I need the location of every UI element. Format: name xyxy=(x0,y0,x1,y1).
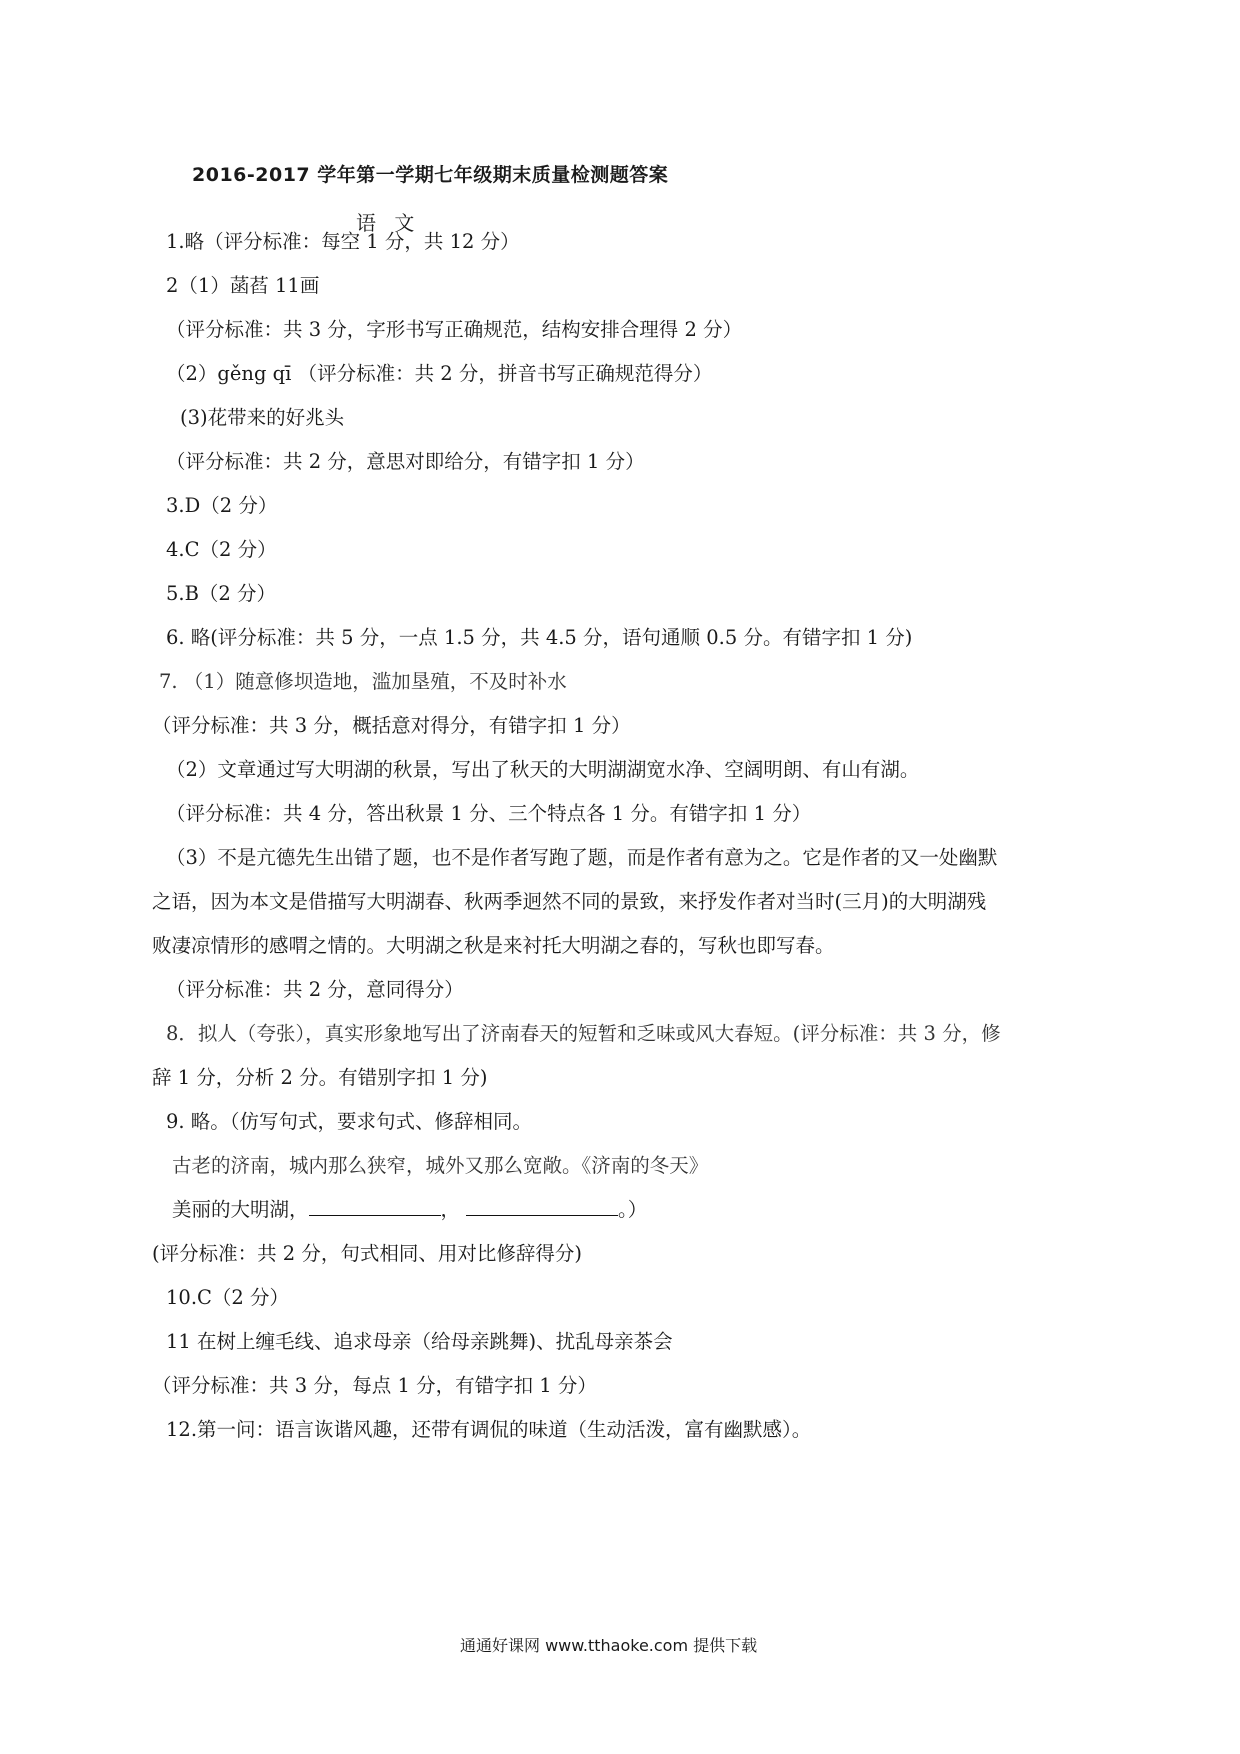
fill-in-blank-2 xyxy=(466,1197,618,1216)
answer-line-12: （评分标准：共 3 分，概括意对得分，有错字扣 1 分） xyxy=(152,714,631,737)
fill-in-comma: ， xyxy=(440,1198,461,1221)
answer-line-8: 4.C（2 分） xyxy=(166,538,277,561)
answer-line-1: 1.略（评分标准：每空 1 分，共 12 分） xyxy=(166,230,520,253)
answer-line-7: 3.D（2 分） xyxy=(166,494,278,517)
answer-line-15: （3）不是亢德先生出错了题，也不是作者写跑了题，而是作者有意为之。它是作者的又一处幽默 xyxy=(166,846,998,869)
answer-line-5: (3)花带来的好兆头 xyxy=(180,406,345,429)
answer-line-24: (评分标准：共 2 分，句式相同、用对比修辞得分) xyxy=(152,1242,583,1265)
page-footer: 通通好课网 www.tthaoke.com 提供下载 xyxy=(460,1636,758,1655)
answer-line-2: 2（1）菡萏 11画 xyxy=(166,274,320,297)
answer-line-18: （评分标准：共 2 分，意同得分） xyxy=(166,978,464,1001)
answer-line-14: （评分标准：共 4 分，答出秋景 1 分、三个特点各 1 分。有错字扣 1 分） xyxy=(166,802,812,825)
fill-in-prompt: 美丽的大明湖， xyxy=(172,1198,309,1221)
answer-line-26: 11 在树上缠毛线、追求母亲（给母亲跳舞)、扰乱母亲茶会 xyxy=(166,1330,673,1353)
answer-line-28: 12.第一问：语言诙谐风趣，还带有调侃的味道（生动活泼，富有幽默感）。 xyxy=(166,1418,812,1441)
answer-line-6: （评分标准：共 2 分，意思对即给分，有错字扣 1 分） xyxy=(166,450,645,473)
answer-line-9: 5.B（2 分） xyxy=(166,582,277,605)
fill-in-end: 。） xyxy=(618,1198,648,1221)
answer-line-4: （2）gěng qī （评分标准：共 2 分，拼音书写正确规范得分） xyxy=(166,362,713,385)
answer-line-10: 6. 略(评分标准：共 5 分，一点 1.5 分，共 4.5 分，语句通顺 0.5 分。有错字扣 1 分) xyxy=(166,626,913,649)
subject-heading: 语 文 xyxy=(356,211,421,235)
answer-line-11: 7. （1）随意修坝造地，滥加垦殖，不及时补水 xyxy=(159,670,567,693)
answer-line-17: 败凄凉情形的感喟之情的。大明湖之秋是来衬托大明湖之春的，写秋也即写春。 xyxy=(152,934,835,957)
answer-line-3: （评分标准：共 3 分，字形书写正确规范，结构安排合理得 2 分） xyxy=(166,318,743,341)
answer-line-22: 古老的济南，城内那么狭窄，城外又那么宽敞。《济南的冬天》 xyxy=(172,1154,709,1177)
document-title: 2016-2017 学年第一学期七年级期末质量检测题答案 xyxy=(192,164,669,186)
answer-line-23 xyxy=(172,1197,647,1223)
answer-line-27: （评分标准：共 3 分，每点 1 分，有错字扣 1 分） xyxy=(152,1374,597,1397)
answer-line-21: 9. 略。（仿写句式，要求句式、修辞相同。 xyxy=(166,1110,533,1133)
fill-in-blank-1 xyxy=(309,1197,441,1216)
answer-line-19: 8．拟人（夸张），真实形象地写出了济南春天的短暂和乏味或风大春短。(评分标准：共 3 分，修 xyxy=(166,1022,1001,1045)
answer-line-13: （2）文章通过写大明湖的秋景，写出了秋天的大明湖湖宽水净、空阔明朗、有山有湖。 xyxy=(166,758,920,781)
answer-line-25: 10.C（2 分） xyxy=(166,1286,290,1309)
answer-line-20: 辞 1 分，分析 2 分。有错别字扣 1 分) xyxy=(152,1066,488,1089)
answer-line-16: 之语，因为本文是借描写大明湖春、秋两季迥然不同的景致，来抒发作者对当时(三月)的大明湖残 xyxy=(152,890,987,913)
